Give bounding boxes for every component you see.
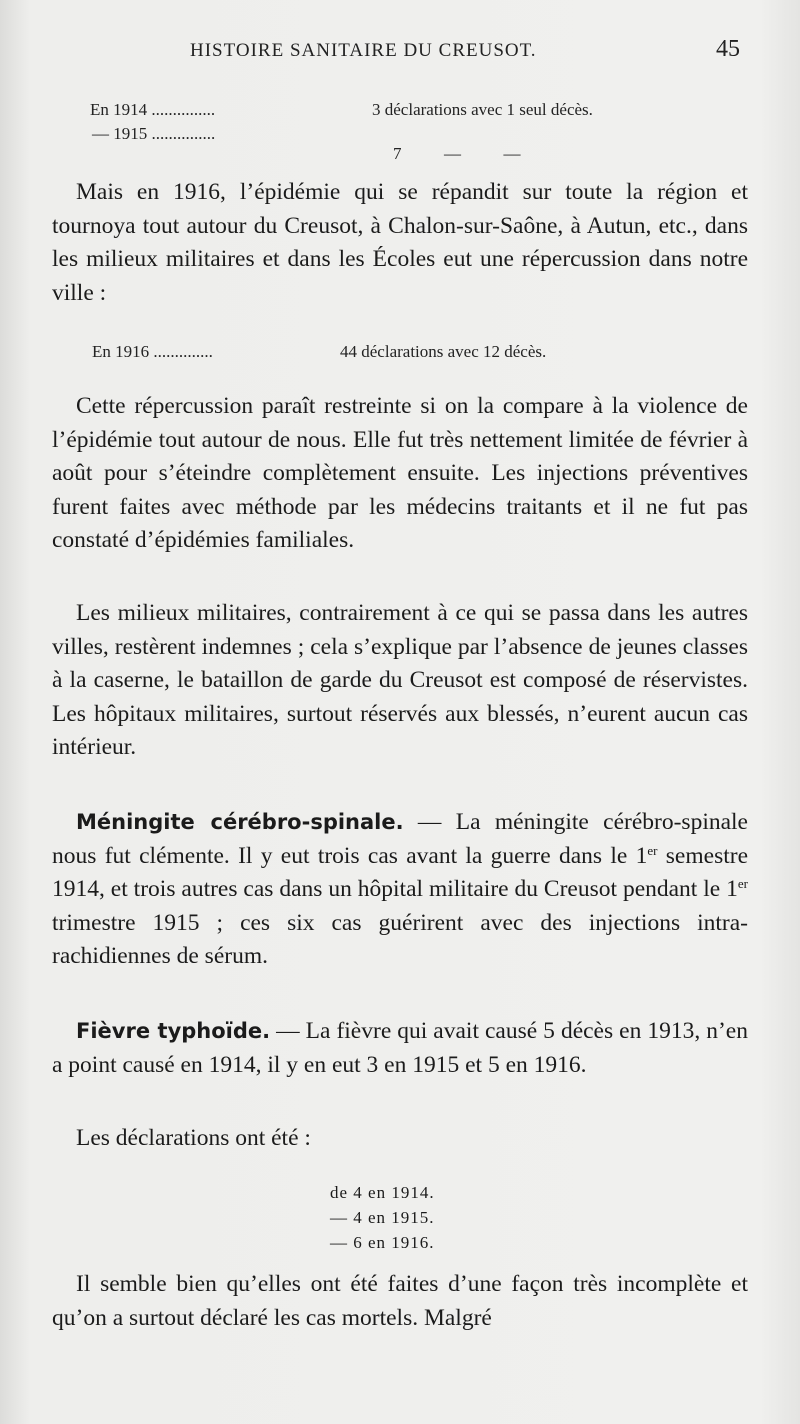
section-heading: Méningite cérébro-spinale.	[76, 810, 404, 834]
stat-row-1914	[90, 100, 215, 120]
stat-value-1915	[376, 124, 521, 184]
stat-year: En 1914 ...............	[90, 100, 216, 119]
declarations-list	[330, 1180, 435, 1255]
stat-value: 7 — —	[393, 144, 521, 163]
paragraph-text	[52, 806, 748, 974]
section-heading: Fièvre typhoïde.	[76, 1019, 271, 1043]
section-text: — La fièvre qui avait causé 5 décès en 1913, n’en a point causé en 1914, il y en eut 3 en 1915 et 5 en 1916.	[52, 1018, 748, 1078]
paragraph-text: Cette répercussion paraît restreinte si on la compare à la violence de l’épidémie tout autour de nous. Elle fut très nettement limitée de février à août pour s’éteindre complètement ensuite. Les injections préventives furent faites avec méthode par les médecins traitants et il ne fut pas constaté d’épidémies familiales.	[52, 393, 748, 553]
stat-year: — 1915 ...............	[92, 124, 216, 143]
section-typhoide	[52, 1015, 748, 1082]
paragraph-text: Les déclarations ont été :	[76, 1125, 311, 1151]
section-text-a: — La méningite cérébro-spinale nous fut clémente. Il y eut trois cas avant la guerre dans le 1	[52, 809, 748, 869]
section-text-b: semestre 1914, et trois autres cas dans un hôpital militaire du Creusot pendant le 1	[52, 842, 749, 902]
section-meningite	[52, 806, 748, 974]
paragraph-text: Les milieux militaires, contrairement à ce qui se passa dans les autres villes, restèrent indemnes ; cela s’explique par l’absence de jeunes classes à la caserne, le bataillon de garde du Creusot est composé de réservistes. Les hôpitaux militaires, surtout réservés aux blessés, n’eurent aucun cas intérieur.	[52, 600, 748, 760]
superscript: er	[647, 842, 658, 858]
paragraph-text	[52, 1015, 748, 1082]
stat-value: 44 déclarations avec 12 décès.	[340, 342, 547, 361]
paragraph-text: Il semble bien qu’elles ont été faites d’une façon très incomplète et qu’on a surtout déclaré les cas mortels. Malgré	[52, 1271, 748, 1331]
declaration-item: — 6 en 1916.	[330, 1233, 435, 1252]
section-text-c: trimestre 1915 ; ces six cas guérirent avec des injections intra-rachidiennes de sérum.	[52, 909, 748, 969]
stat-row-1916	[92, 342, 213, 362]
running-title: HISTOIRE SANITAIRE DU CREUSOT.	[190, 40, 537, 61]
paragraph-final	[52, 1268, 748, 1335]
paragraph-epidemie	[52, 176, 748, 310]
page-number: 45	[716, 36, 740, 62]
stat-row-1915	[92, 124, 215, 144]
declaration-item: — 4 en 1915.	[330, 1208, 435, 1227]
stat-year: En 1916 ..............	[92, 342, 213, 361]
stat-value-1914	[372, 100, 593, 120]
paragraph-repercussion	[52, 390, 748, 558]
paragraph-text: Mais en 1916, l’épidémie qui se répandit sur toute la région et tournoya tout autour du Creusot, à Chalon-sur-Saône, à Autun, etc., dans les milieux militaires et dans les Écoles eut une répercussion dans notre ville :	[52, 179, 748, 306]
declaration-item: de 4 en 1914.	[330, 1183, 435, 1202]
declarations-intro	[52, 1122, 748, 1156]
stat-value-1916	[340, 342, 546, 362]
superscript: er	[737, 876, 748, 891]
stat-value: 3 déclarations avec 1 seul décès.	[372, 100, 593, 119]
paragraph-milieux-militaires	[52, 597, 748, 765]
